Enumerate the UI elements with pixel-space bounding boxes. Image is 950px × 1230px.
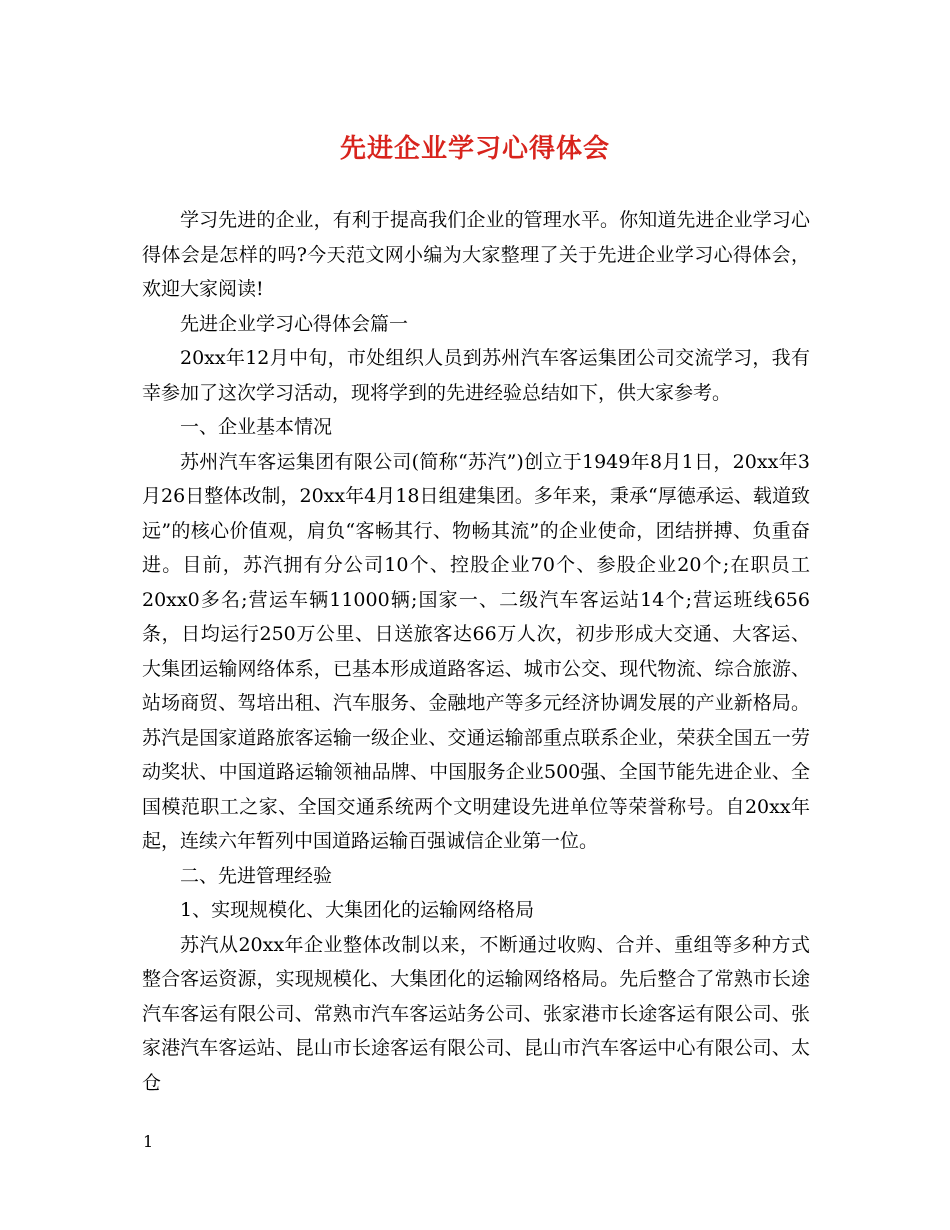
paragraph-integration: 苏汽从20xx年企业整体改制以来，不断通过收购、合并、重组等多种方式整合客运资源，实现规模化、大集团化的运输网络格局。先后整合了常熟市长途汽车客运有限公司、常熟市汽车客运站务公司、张家港市长途客运有限公司、张家港汽车客运站、昆山市长途客运有限公司、昆山市汽车客运中心有限公司、太仓 xyxy=(142,933,810,1094)
document-body xyxy=(142,203,810,1100)
paragraph-heading-basic-info: 一、企业基本情况 xyxy=(180,416,333,438)
paragraph-company-info: 苏州汽车客运集团有限公司(简称“苏汽”)创立于1949年8月1日，20xx年3月26日整体改制，20xx年4月18日组建集团。多年来，秉承“厚德承运、载道致远”的核心价值观，肩负“客畅其行、物畅其流”的企业使命，团结拼搏、负重奋进。目前，苏汽拥有分公司10个、控股企业70个、参股企业20个;在职员工20xx0多名;营运车辆11000辆;国家一、二级汽车客运站14个;营运班线656条，日均运行250万公里、日送旅客达66万人次，初步形成大交通、大客运、大集团运输网络体系，已基本形成道路客运、城市公交、现代物流、综合旅游、站场商贸、驾培出租、汽车服务、金融地产等多元经济协调发展的产业新格局。苏汽是国家道路旅客运输一级企业、交通运输部重点联系企业，荣获全国五一劳动奖状、中国道路运输领袖品牌、中国服务企业500强、全国节能先进企业、全国模范职工之家、全国交通系统两个文明建设先进单位等荣誉称号。自20xx年起，连续六年暂列中国道路运输百强诚信企业第一位。 xyxy=(142,450,810,852)
paragraph-intro: 学习先进的企业，有利于提高我们企业的管理水平。你知道先进企业学习心得体会是怎样的吗?今天范文网小编为大家整理了关于先进企业学习心得体会，欢迎大家阅读! xyxy=(142,209,810,300)
document-title: 先进企业学习心得体会 xyxy=(339,134,610,164)
page-number: 1 xyxy=(143,1132,154,1151)
paragraph-heading-experience: 二、先进管理经验 xyxy=(180,864,333,887)
paragraph-visit: 20xx年12月中旬，市处组织人员到苏州汽车客运集团公司交流学习，我有幸参加了这次学习活动，现将学到的先进经验总结如下，供大家参考。 xyxy=(142,347,810,404)
paragraph-section-heading: 先进企业学习心得体会篇一 xyxy=(180,312,409,335)
paragraph-subheading-1: 1、实现规模化、大集团化的运输网络格局 xyxy=(180,899,535,921)
